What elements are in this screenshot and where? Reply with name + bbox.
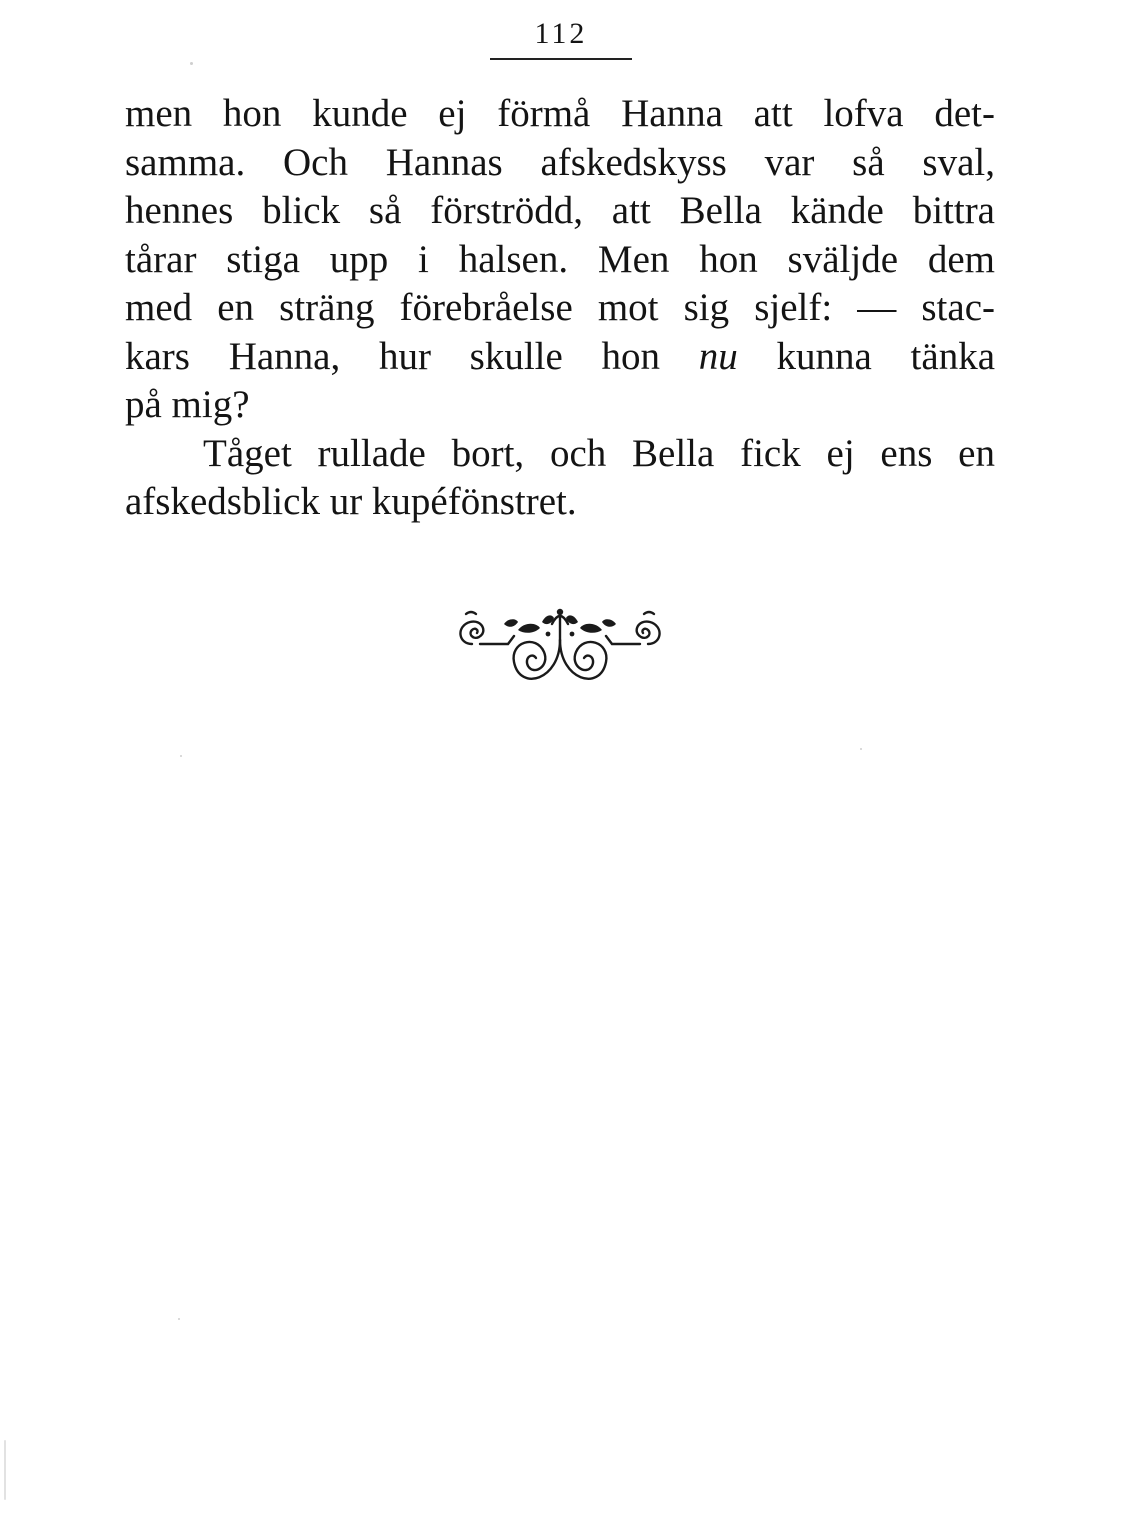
- text-line: med en sträng förebråelse mot sig sjelf: — stac-: [125, 286, 995, 329]
- scroll-vignette-icon: [452, 600, 668, 692]
- paragraph-2: [125, 430, 995, 527]
- emphasized-word: nu: [698, 334, 738, 378]
- paragraph-1: [125, 90, 995, 430]
- text-line: afskedsblick ur kupéfönstret.: [125, 480, 577, 523]
- line-text-after: kunna tänka: [737, 334, 996, 378]
- paper-speck: [860, 748, 862, 750]
- body-text: [125, 90, 995, 527]
- text-line: på mig?: [125, 383, 250, 426]
- page-number: 112: [534, 17, 588, 50]
- text-line: tårar stiga upp i halsen. Men hon svälјde dem: [125, 237, 995, 281]
- header-rule: [490, 58, 632, 60]
- text-line: samma. Och Hannas afskedskyss var så sval,: [125, 140, 995, 184]
- text-line: Tåget rullade bort, och Bella fick ej ens en: [203, 431, 995, 475]
- text-line-with-emphasis: [125, 333, 995, 382]
- line-text-before: kars Hanna, hur skulle hon: [125, 334, 699, 378]
- paper-speck: [190, 62, 193, 65]
- paper-speck: [180, 755, 182, 757]
- paper-edge-mark: [4, 1440, 6, 1500]
- text-line: men hon kunde ej förmå Hanna att lofva det-: [125, 92, 995, 135]
- text-line: hennes blick så förströdd, att Bella kände bittra: [125, 189, 995, 232]
- paper-speck: [178, 1318, 180, 1320]
